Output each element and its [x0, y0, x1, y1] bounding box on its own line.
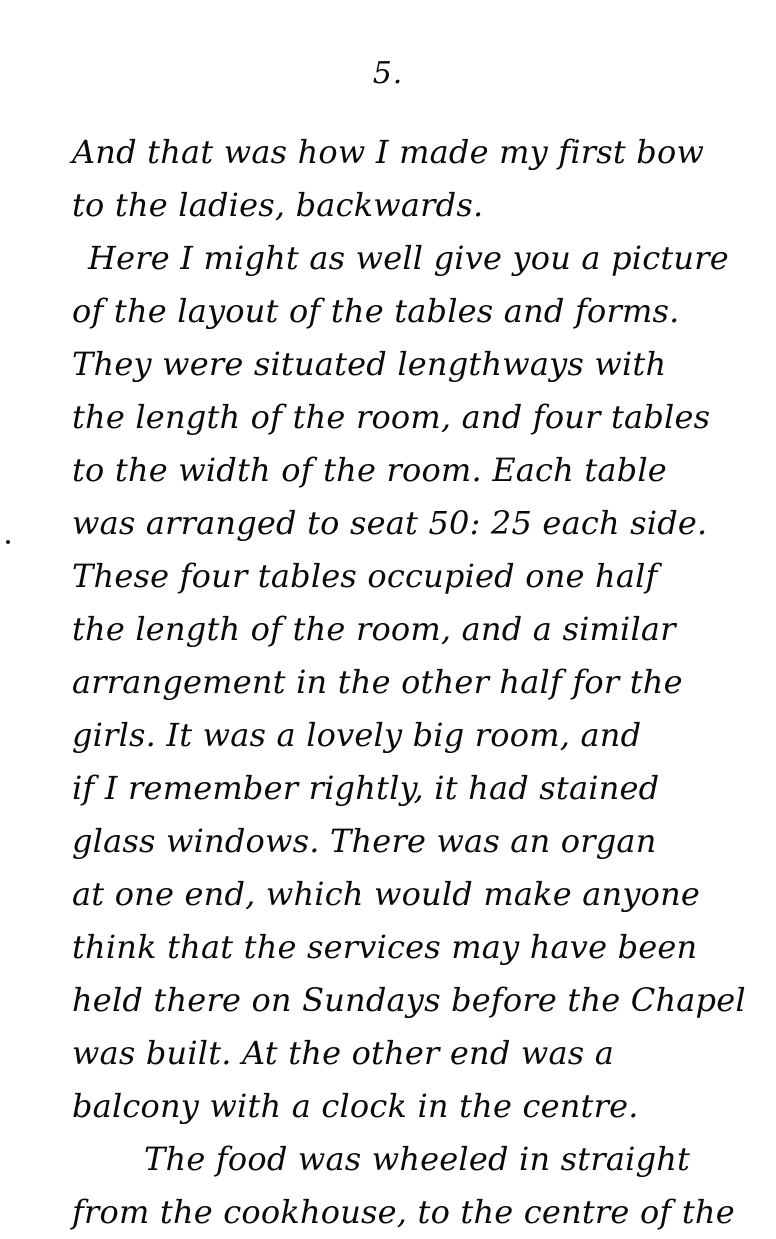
text-line: girls. It was a lovely big room, and	[72, 716, 642, 754]
text-line: held there on Sundays before the Chapel	[72, 981, 746, 1019]
text-line: glass windows. There was an organ	[72, 822, 657, 860]
handwritten-text-block	[72, 126, 746, 1239]
text-line: the length of the room, and a similar	[72, 610, 676, 648]
text-line: think that the services may have been	[72, 928, 698, 966]
text-line: balcony with a clock in the centre.	[72, 1087, 639, 1125]
text-line: arrangement in the other half for the	[72, 663, 683, 701]
text-line: at one end, which would make anyone	[72, 875, 701, 913]
text-line: And that was how I made my first bow	[72, 133, 705, 171]
text-line: to the ladies, backwards.	[72, 186, 484, 224]
text-line: the length of the room, and four tables	[72, 398, 711, 436]
text-line: They were situated lengthways with	[72, 345, 667, 383]
text-line: of the layout of the tables and forms.	[72, 292, 680, 330]
text-line: if I remember rightly, it had stained	[72, 769, 660, 807]
text-line: The food was wheeled in straight	[144, 1140, 691, 1178]
margin-mark	[6, 540, 10, 544]
text-line: from the cookhouse, to the centre of the	[72, 1193, 735, 1231]
page-number: 5.	[372, 56, 404, 91]
text-line: to the width of the room. Each table	[72, 451, 667, 489]
text-line: was built. At the other end was a	[72, 1034, 615, 1072]
text-line: These four tables occupied one half	[72, 557, 658, 595]
text-line: Here I might as well give you a picture	[88, 239, 729, 277]
text-line: was arranged to seat 50: 25 each side.	[72, 504, 708, 542]
